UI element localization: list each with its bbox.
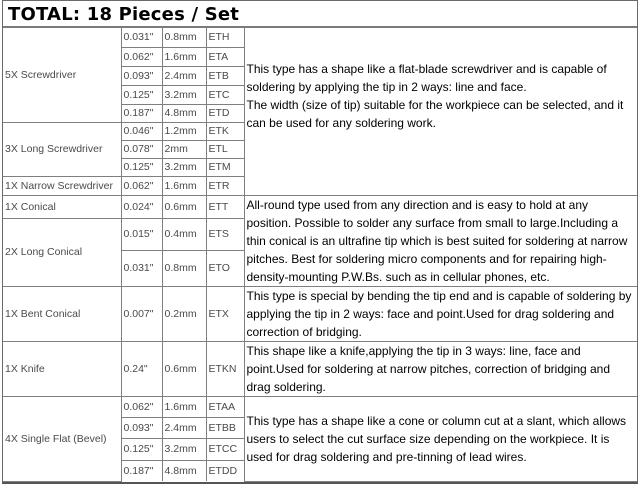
tip-type: 1X Bent Conical — [3, 286, 121, 341]
table-row — [3, 341, 637, 396]
tip-code: ETM — [206, 158, 244, 176]
tip-code: ETR — [206, 176, 244, 195]
size-mm: 0.2mm — [162, 286, 206, 341]
tip-code: ETKN — [206, 341, 244, 396]
tip-type: 3X Long Screwdriver — [3, 122, 121, 176]
size-mm: 2mm — [162, 140, 206, 158]
description-single-flat: This type has a shape like a cone or column cut at a slant, which allows users to select the cut surface size depending on the workpiece. It is used for drag soldering and pre-tinning of lead wires. — [244, 396, 637, 481]
description-knife: This shape like a knife,applying the tip in 3 ways: line, face and point.Used for soldering at narrow pitches, correction of bridging and drag soldering. — [244, 341, 637, 396]
tip-type: 1X Narrow Screwdriver — [3, 176, 121, 195]
tip-code: ETL — [206, 140, 244, 158]
size-inch: 0.046" — [121, 122, 162, 140]
size-inch: 0.24" — [121, 341, 162, 396]
size-inch: 0.125" — [121, 438, 162, 460]
size-inch: 0.093" — [121, 417, 162, 438]
tip-type: 4X Single Flat (Bevel) — [3, 396, 121, 481]
size-mm: 1.6mm — [162, 176, 206, 195]
tip-code: ETA — [206, 47, 244, 66]
tip-type: 2X Long Conical — [3, 218, 121, 286]
size-inch: 0.024" — [121, 195, 162, 218]
size-mm: 0.8mm — [162, 28, 206, 47]
size-mm: 1.6mm — [162, 396, 206, 417]
tip-table — [3, 28, 637, 482]
tip-code: ETS — [206, 218, 244, 250]
size-mm: 3.2mm — [162, 158, 206, 176]
tip-code: ETK — [206, 122, 244, 140]
tip-type: 1X Conical — [3, 195, 121, 218]
size-mm: 2.4mm — [162, 66, 206, 85]
size-mm: 3.2mm — [162, 85, 206, 104]
size-inch: 0.062" — [121, 47, 162, 66]
tip-code: ETAA — [206, 396, 244, 417]
tip-type: 1X Knife — [3, 341, 121, 396]
size-mm: 4.8mm — [162, 104, 206, 122]
size-inch: 0.062" — [121, 176, 162, 195]
size-inch: 0.078" — [121, 140, 162, 158]
tip-code: ETB — [206, 66, 244, 85]
size-inch: 0.062" — [121, 396, 162, 417]
size-mm: 1.2mm — [162, 122, 206, 140]
description-text: The width (size of tip) suitable for the workpiece can be selected, and it can be used for any soldering work. — [246, 98, 624, 131]
size-inch: 0.015" — [121, 218, 162, 250]
size-inch: 0.093" — [121, 66, 162, 85]
size-mm: 3.2mm — [162, 438, 206, 460]
size-mm: 4.8mm — [162, 460, 206, 481]
size-mm: 0.8mm — [162, 250, 206, 286]
tip-code: ETC — [206, 85, 244, 104]
description-text: This type has a shape like a flat-blade screwdriver and is capable of soldering by applying the tip in 2 ways: line and face. — [246, 62, 607, 95]
tip-code: ETO — [206, 250, 244, 286]
description-screwdriver — [244, 28, 637, 195]
tip-code: ETX — [206, 286, 244, 341]
size-inch: 0.187" — [121, 460, 162, 481]
size-inch: 0.031" — [121, 250, 162, 286]
size-mm: 0.6mm — [162, 195, 206, 218]
table-row — [3, 286, 637, 341]
tip-code: ETDD — [206, 460, 244, 481]
size-mm: 0.6mm — [162, 341, 206, 396]
size-inch: 0.031" — [121, 28, 162, 47]
table-row — [3, 396, 637, 417]
size-mm: 1.6mm — [162, 47, 206, 66]
tip-set-sheet — [2, 0, 638, 484]
tip-code: ETD — [206, 104, 244, 122]
tip-code: ETCC — [206, 438, 244, 460]
tip-code: ETT — [206, 195, 244, 218]
size-inch: 0.125" — [121, 85, 162, 104]
description-conical: All-round type used from any direction and is easy to hold at any position. Possible to solder any surface from small to large.Including a thin conical is an ultrafine tip which is best suited for soldering at narrow pitches. Best for soldering micro components and for repairing high-density-mounting P.W.Bs. such as in cellular phones, etc. — [244, 195, 637, 286]
table-row — [3, 195, 637, 218]
tip-code: ETBB — [206, 417, 244, 438]
size-inch: 0.187" — [121, 104, 162, 122]
size-mm: 0.4mm — [162, 218, 206, 250]
size-inch: 0.125" — [121, 158, 162, 176]
tip-code: ETH — [206, 28, 244, 47]
tip-type: 5X Screwdriver — [3, 28, 121, 122]
description-bent-conical: This type is special by bending the tip end and is capable of soldering by applying the tip in 2 ways: face and point.Used for drag soldering and correction of bridging. — [244, 286, 637, 341]
table-row — [3, 28, 637, 47]
size-mm: 2.4mm — [162, 417, 206, 438]
page-title: TOTAL: 18 Pieces / Set — [3, 1, 637, 28]
size-inch: 0.007" — [121, 286, 162, 341]
